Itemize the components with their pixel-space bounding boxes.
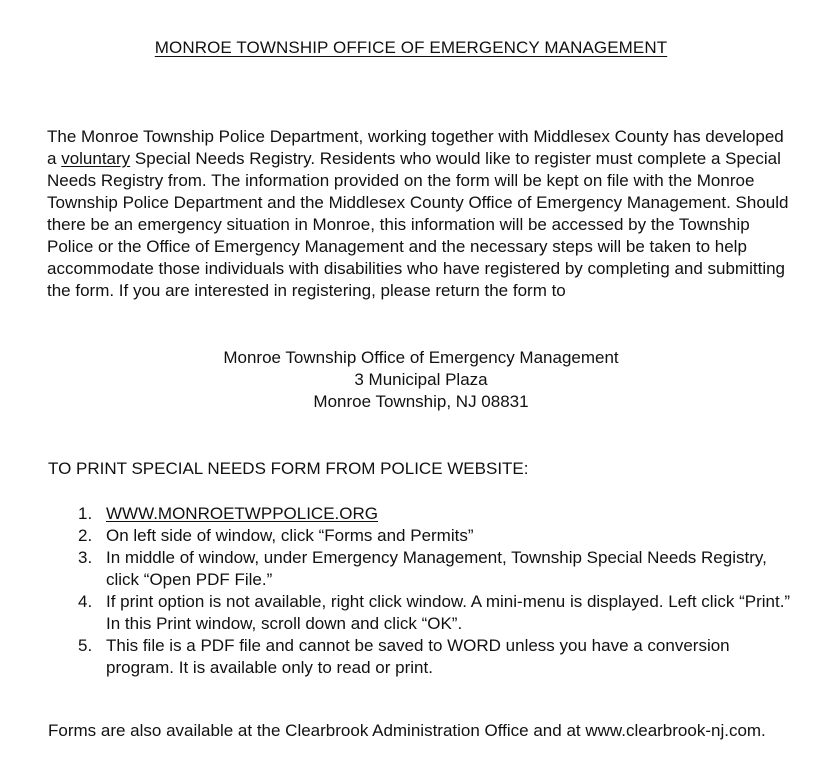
step-text: In middle of window, under Emergency Management, Township Special Needs Registry, click “Open PDF File.” xyxy=(106,548,767,589)
intro-text-part1: The Monroe Township Police Department, working together with Middlesex County has developed a xyxy=(47,127,784,168)
step-text: If print option is not available, right click window. A mini-menu is displayed. Left click “Print.” In this Print window, scroll down and click “OK”. xyxy=(106,592,791,633)
step-number: 4. xyxy=(78,592,93,611)
list-item xyxy=(78,591,798,635)
intro-paragraph xyxy=(47,126,792,302)
step-text: On left side of window, click “Forms and Permits” xyxy=(106,526,474,545)
list-item xyxy=(78,525,798,547)
list-item xyxy=(78,547,798,591)
list-item xyxy=(78,503,798,525)
print-steps-list xyxy=(78,503,798,679)
intro-underlined-word: voluntary xyxy=(61,149,131,168)
print-instructions-heading: TO PRINT SPECIAL NEEDS FORM FROM POLICE WEBSITE: xyxy=(48,459,529,478)
address-line-1: Monroe Township Office of Emergency Management xyxy=(223,348,619,367)
step-number: 2. xyxy=(78,526,93,545)
document-title-text: MONROE TOWNSHIP OFFICE OF EMERGENCY MANAGEMENT xyxy=(154,38,668,57)
step-number: 1. xyxy=(78,504,93,523)
intro-text-part2: Special Needs Registry. Residents who would like to register must complete a Special Needs Registry from. The information provided on the form will be kept on file with the Monroe Township Police Department and the Middlesex County Office of Emergency Management. Should there be an emergency situation in Monroe, this information will be accessed by the Township Police or the Office of Emergency Management and the necessary steps will be taken to help accommodate those individuals with disabilities who have registered by completing and submitting the form. If you are interested in registering, please return the form to xyxy=(47,149,789,300)
document-title xyxy=(0,38,822,58)
list-item xyxy=(78,635,798,679)
footer-note: Forms are also available at the Clearbrook Administration Office and at www.clearbrook-nj.com. xyxy=(48,721,766,740)
step-text: This file is a PDF file and cannot be saved to WORD unless you have a conversion program. It is available only to read or print. xyxy=(106,636,730,677)
step-number: 5. xyxy=(78,636,93,655)
step-number: 3. xyxy=(78,548,93,567)
address-line-2: 3 Municipal Plaza xyxy=(354,370,488,389)
address-line-3: Monroe Township, NJ 08831 xyxy=(313,392,529,411)
mailing-address xyxy=(0,347,822,413)
police-website-link[interactable]: WWW.MONROETWPPOLICE.ORG xyxy=(106,504,378,523)
